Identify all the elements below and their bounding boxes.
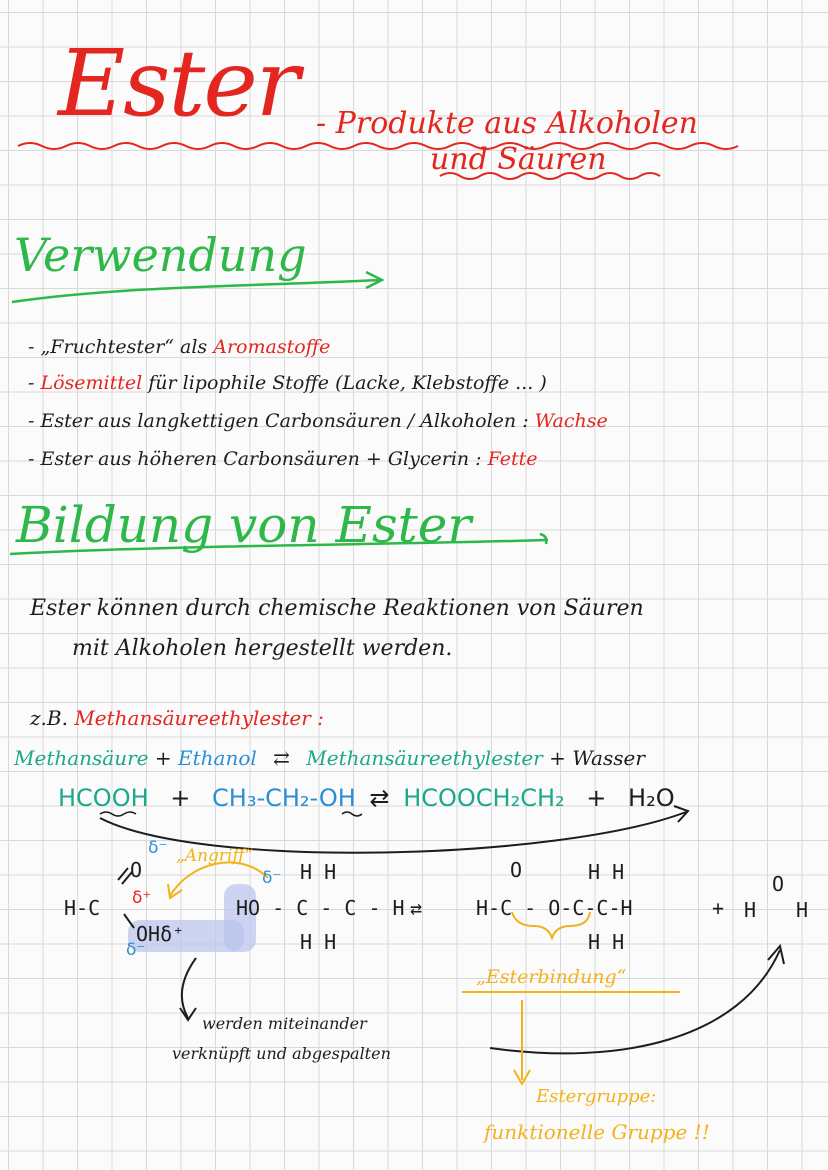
partial-charge-minus: δ⁻ <box>148 838 168 858</box>
intro-text-line2: mit Alkoholen hergestellt werden. <box>72 636 453 661</box>
water-h-right: H <box>796 898 809 922</box>
intro-text-line1: Ester können durch chemische Reaktionen von Säuren <box>30 596 644 621</box>
title-underline <box>18 143 738 149</box>
mechanism-equilibrium-arrow: ⇄ <box>410 896 423 920</box>
attack-label: „Angriff“ <box>176 846 254 866</box>
water-oxygen: O <box>772 872 785 896</box>
partial-charge-plus: δ⁺ <box>132 888 152 908</box>
alcohol-structure: HO - C - C - H <box>236 896 405 920</box>
acid-carbonyl-oxygen: O <box>130 858 143 882</box>
ester-carbonyl-oxygen: O <box>510 858 523 882</box>
acid-structure: H-C <box>64 896 101 920</box>
subtitle-underline <box>440 173 660 179</box>
functional-group-label: funktionelle Gruppe !! <box>484 1120 710 1144</box>
example-intro: z.B. Methansäureethylester : <box>30 706 324 730</box>
formula-equation: HCOOH + CH₃-CH₂-OH ⇄ HCOOCH₂CH₂ + H₂O <box>58 784 675 812</box>
partial-charge-minus: δ⁻ <box>262 868 282 888</box>
ester-h-bottom: H H <box>588 930 625 954</box>
water-h-left: H <box>744 898 757 922</box>
ester-bond-label: „Esterbindung“ <box>476 966 627 988</box>
page-subtitle-line2: und Säuren <box>430 142 607 177</box>
formation-underline <box>10 540 548 554</box>
usage-item: - „Fruchtester“ als Aromastoffe <box>28 336 331 358</box>
section-heading-formation: Bildung von Ester <box>16 496 472 554</box>
note-line2: verknüpft und abgespalten <box>172 1044 391 1063</box>
usage-item: - Lösemittel für lipophile Stoffe (Lacke, Klebstoffe ... ) <box>28 372 547 394</box>
ester-group-label: Estergruppe: <box>536 1086 657 1107</box>
acid-hydroxyl: OHδ⁺ <box>136 922 185 946</box>
alcohol-h-top: H H <box>300 860 337 884</box>
section-heading-usage: Verwendung <box>14 228 307 282</box>
page-title: Ester <box>58 30 298 137</box>
note-line1: werden miteinander <box>202 1014 367 1033</box>
note-arrow <box>182 958 196 1018</box>
partial-charge-minus: δ⁻ <box>126 940 146 960</box>
usage-item: - Ester aus höheren Carbonsäuren + Glycerin : Fette <box>28 448 538 470</box>
usage-underline <box>12 280 380 302</box>
alcohol-h-bottom: H H <box>300 930 337 954</box>
mechanism-plus: + <box>712 896 725 920</box>
word-equation: Methansäure + Ethanol ⇄ Methansäureethylester + Wasser <box>14 746 645 770</box>
ester-h-top: H H <box>588 860 625 884</box>
usage-item: - Ester aus langkettigen Carbonsäuren / Alkoholen : Wachse <box>28 410 608 432</box>
ester-structure: H-C - O-C-C-H <box>476 896 633 920</box>
page-subtitle-line1: - Produkte aus Alkoholen <box>316 106 699 141</box>
